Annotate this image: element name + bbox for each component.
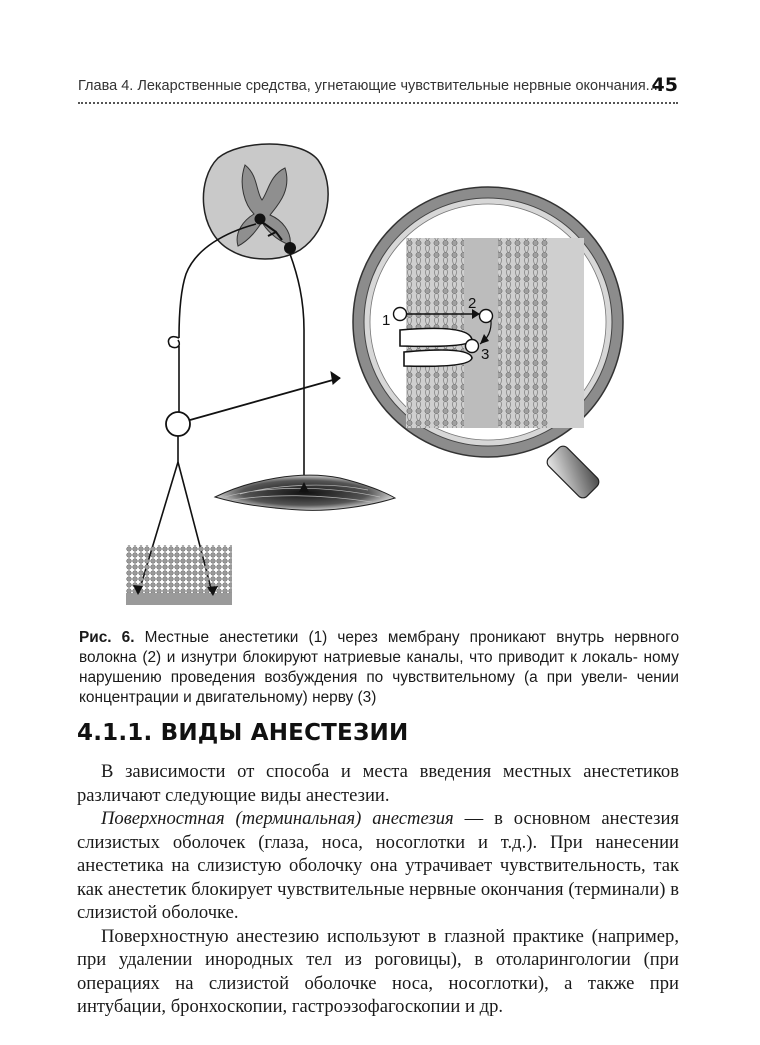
- caption-label: Рис. 6.: [79, 629, 135, 646]
- caption-line-3: ному нарушению проведения возбуждения по чувствительному (а при увели-: [79, 649, 679, 686]
- spinal-cord-section: [203, 144, 328, 259]
- figure-label-1: 1: [382, 312, 391, 329]
- nerve-fibers: [138, 224, 340, 596]
- paragraph-surface-anesthesia-text: — в основном анестезия слизистых оболочек (глаза, носа, носоглотки и т.д.). При нанесении анестетика на слизистую оболочку она утрачивает чувствительность, так как анестетик блокирует чувствительные нервные окончания (терминали) в слизистой оболочке.: [77, 808, 679, 923]
- caption-line-2: волокна (2) и изнутри блокируют натриевые каналы, что приводит к локаль-: [79, 649, 638, 666]
- term-surface-anesthesia: Поверхностная (терминальная) анестезия: [101, 808, 454, 829]
- muscle-illustration: [215, 475, 395, 510]
- paragraph-surface-anesthesia: [77, 807, 679, 925]
- paragraph-intro: В зависимости от способа и места введения местных анестетиков различают следующие виды анестезии.: [77, 761, 679, 806]
- figure-label-3: 3: [481, 346, 490, 363]
- figure-label-2: 2: [468, 295, 477, 312]
- caption-line-4: чении концентрации и двигательному) нерву (3): [79, 669, 679, 706]
- paragraph-usage: Поверхностную анестезию используют в глазной практике (например, при удалении инородных тел из роговицы), в отоларингологии (при операциях на слизистой оболочке носа, носоглотки), а также при интубации, бронхоскопии, гастроэзофагоскопии и др.: [77, 925, 679, 1017]
- figure-caption: [79, 628, 679, 708]
- mucosa-tissue: [126, 545, 232, 605]
- section-heading: 4.1.1. ВИДЫ АНЕСТЕЗИИ: [77, 720, 409, 746]
- body-text: [77, 760, 679, 1019]
- page-number: 45: [651, 74, 678, 96]
- caption-line-1: Местные анестетики (1) через мембрану проникают внутрь нервного: [144, 629, 679, 646]
- magnifier-illustration: [353, 187, 623, 500]
- chapter-title: Глава 4. Лекарственные средства, угнетающие чувствительные нервные окончания...: [78, 78, 658, 94]
